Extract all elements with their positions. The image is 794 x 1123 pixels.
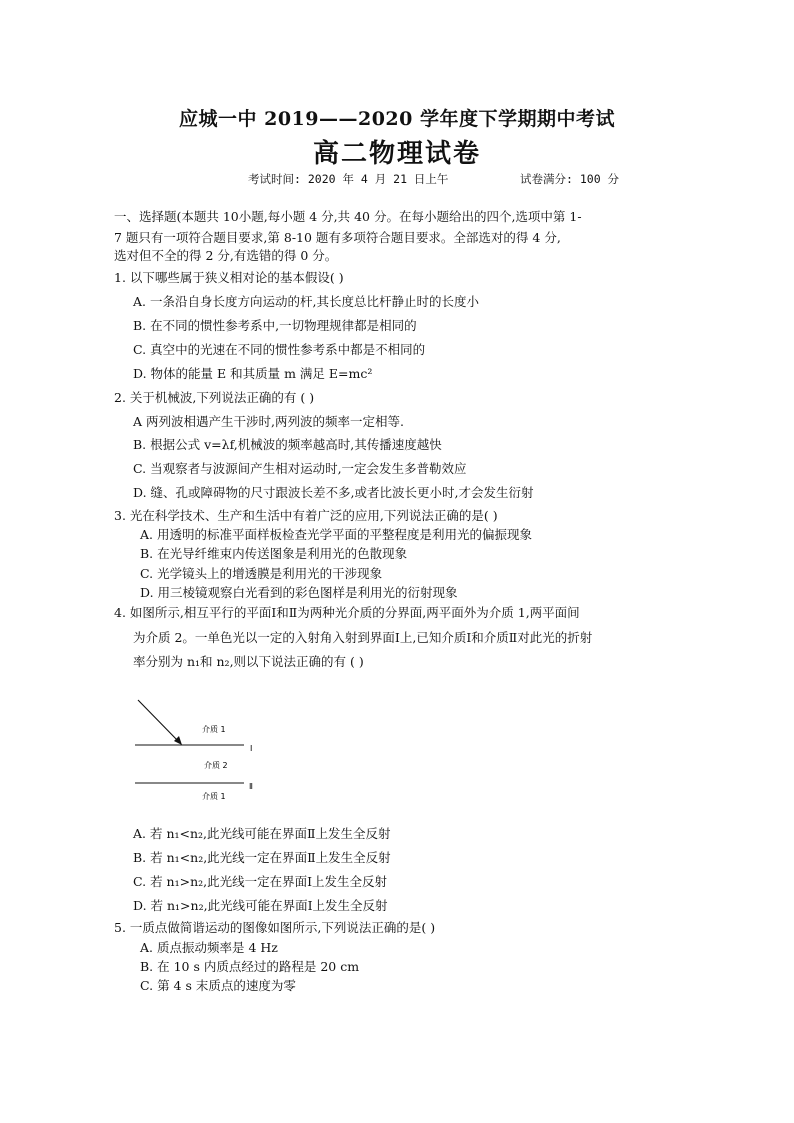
q3-option-d: D. 用三棱镜观察白光看到的彩色图样是利用光的衍射现象 xyxy=(140,585,458,600)
label-medium2: 介质 2 xyxy=(204,761,228,770)
q3-option-b: B. 在光导纤维束内传送图象是利用光的色散现象 xyxy=(140,546,408,561)
section-intro-line-1: 一、选择题(本题共 10小题,每小题 4 分,共 40 分。在每小题给出的四个,选项中第 1- xyxy=(114,209,582,224)
label-medium1-bottom: 介质 1 xyxy=(202,792,226,801)
label-plane-2: Ⅱ xyxy=(249,782,253,791)
q2-option-d: D. 缝、孔或障碍物的尺寸跟波长差不多,或者比波长更小时,才会发生衍射 xyxy=(133,485,534,500)
q2-option-b: B. 根据公式 v=λf,机械波的频率越高时,其传播速度越快 xyxy=(133,437,442,452)
section-intro-line-3: 选对但不全的得 2 分,有选错的得 0 分。 xyxy=(114,248,338,263)
q2-option-a: A 两列波相遇产生干涉时,两列波的频率一定相等. xyxy=(133,414,404,429)
q1-option-d: D. 物体的能量 E 和其质量 m 满足 E=mc² xyxy=(133,366,373,381)
label-medium1-top: 介质 1 xyxy=(202,725,226,734)
q4-option-d: D. 若 n₁>n₂,此光线可能在界面Ⅰ上发生全反射 xyxy=(133,898,388,913)
q5-option-c: C. 第 4 s 末质点的速度为零 xyxy=(140,978,296,993)
q4-stem-line-2: 为介质 2。一单色光以一定的入射角入射到界面Ⅰ上,已知介质Ⅰ和介质Ⅱ对此光的折射 xyxy=(133,630,593,645)
full-score: 试卷满分: 100 分 xyxy=(520,172,620,186)
q2-stem: 2. 关于机械波,下列说法正确的有 ( ) xyxy=(114,390,315,405)
q5-option-b: B. 在 10 s 内质点经过的路程是 20 cm xyxy=(140,959,360,974)
incident-ray xyxy=(138,700,180,743)
exam-title: 应城一中 2019——2020 学年度下学期期中考试 xyxy=(179,108,615,130)
exam-subtitle: 高二物理试卷 xyxy=(312,139,481,169)
q4-option-a: A. 若 n₁<n₂,此光线可能在界面Ⅱ上发生全反射 xyxy=(133,826,391,841)
q1-stem: 1. 以下哪些属于狭义相对论的基本假设( ) xyxy=(114,270,344,285)
label-plane-1: Ⅰ xyxy=(250,744,253,753)
exam-time: 考试时间: 2020 年 4 月 21 日上午 xyxy=(248,172,449,186)
q4-option-c: C. 若 n₁>n₂,此光线一定在界面Ⅰ上发生全反射 xyxy=(133,874,388,889)
q1-option-c: C. 真空中的光速在不同的惯性参考系中都是不相同的 xyxy=(133,342,426,357)
q3-option-a: A. 用透明的标准平面样板检查光学平面的平整程度是利用光的偏振现象 xyxy=(140,527,532,542)
refraction-diagram xyxy=(132,692,272,807)
q1-option-a: A. 一条沿自身长度方向运动的杆,其长度总比杆静止时的长度小 xyxy=(133,294,479,309)
q3-option-c: C. 光学镜头上的增透膜是利用光的干涉现象 xyxy=(140,566,383,581)
section-intro-line-2: 7 题只有一项符合题目要求,第 8-10 题有多项符合题目要求。全部选对的得 4 分, xyxy=(114,230,561,245)
q4-stem-line-3: 率分别为 n₁和 n₂,则以下说法正确的有 ( ) xyxy=(133,654,364,669)
q4-option-b: B. 若 n₁<n₂,此光线一定在界面Ⅱ上发生全反射 xyxy=(133,850,391,865)
q3-stem: 3. 光在科学技术、生产和生活中有着广泛的应用,下列说法正确的是( ) xyxy=(114,508,498,523)
q2-option-c: C. 当观察者与波源间产生相对运动时,一定会发生多普勒效应 xyxy=(133,461,467,476)
q5-option-a: A. 质点振动频率是 4 Hz xyxy=(140,940,278,955)
q4-stem-line-1: 4. 如图所示,相互平行的平面Ⅰ和Ⅱ为两种光介质的分界面,两平面外为介质 1,两平面间 xyxy=(114,605,580,620)
q5-stem: 5. 一质点做简谐运动的图像如图所示,下列说法正确的是( ) xyxy=(114,920,436,935)
q1-option-b: B. 在不同的惯性参考系中,一切物理规律都是相同的 xyxy=(133,318,417,333)
